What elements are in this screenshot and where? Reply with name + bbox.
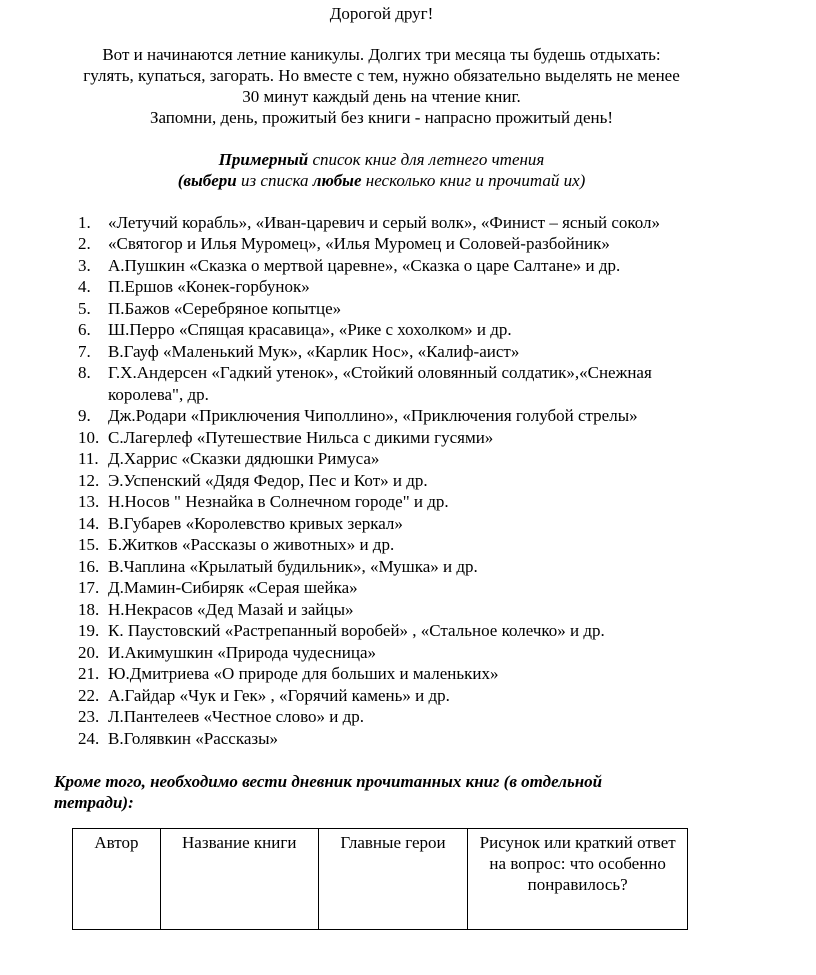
item-number: 8. — [78, 363, 91, 382]
table-header-title: Название книги — [160, 829, 318, 930]
list-item — [78, 620, 605, 641]
list-item — [78, 491, 449, 512]
item-number: 17. — [78, 578, 100, 597]
item-text: П.Бажов «Серебряное копытце» — [108, 299, 342, 318]
item-number: 20. — [78, 643, 100, 662]
item-text: Н.Носов " Незнайка в Солнечном городе" и др. — [108, 492, 449, 511]
list-title-rest: список книг для летнего чтения — [308, 150, 545, 169]
item-text: Ш.Перро «Спящая красавица», «Рике с хохолком» и др. — [108, 320, 512, 339]
table-header-drawing: Рисунок или краткий ответ на вопрос: что особенно понравилось? — [468, 829, 688, 930]
item-number: 23. — [78, 707, 100, 726]
item-number: 10. — [78, 428, 100, 447]
item-text: Ю.Дмитриева «О природе для больших и маленьких» — [108, 664, 499, 683]
list-item — [78, 405, 638, 426]
item-number: 6. — [78, 320, 91, 339]
list-item — [78, 255, 620, 276]
list-item — [78, 341, 519, 362]
item-number: 19. — [78, 621, 100, 640]
table-header-author: Автор — [73, 829, 161, 930]
list-item — [78, 556, 478, 577]
list-item — [78, 212, 660, 233]
item-number: 3. — [78, 256, 91, 275]
item-text: «Святогор и Илья Муромец», «Илья Муромец и Соловей-разбойник» — [108, 234, 610, 253]
list-item — [78, 362, 652, 383]
item-number: 24. — [78, 729, 100, 748]
table-header-row — [73, 829, 688, 930]
list-item — [78, 298, 341, 319]
item-number: 1. — [78, 213, 91, 232]
list-item — [78, 577, 358, 598]
list-item — [78, 319, 512, 340]
item-text: Г.Х.Андерсен «Гадкий утенок», «Стойкий оловянный солдатик»,«Снежная — [108, 363, 652, 382]
item-number: 16. — [78, 557, 100, 576]
item-text: «Летучий корабль», «Иван-царевич и серый волк», «Финист – ясный сокол» — [108, 213, 661, 232]
item-text: В.Чаплина «Крылатый будильник», «Мушка» и др. — [108, 557, 478, 576]
list-item — [78, 685, 450, 706]
list-item — [78, 642, 376, 663]
item-text: Л.Пантелеев «Честное слово» и др. — [108, 707, 365, 726]
diary-table — [72, 828, 688, 930]
item-number: 14. — [78, 514, 100, 533]
list-item — [78, 276, 310, 297]
item-number: 5. — [78, 299, 91, 318]
item-text: П.Ершов «Конек-горбунок» — [108, 277, 310, 296]
item-text: А.Гайдар «Чук и Гек» , «Горячий камень» и др. — [108, 686, 450, 705]
item-text: С.Лагерлеф «Путешествие Нильса с дикими гусями» — [108, 428, 494, 447]
item-number: 21. — [78, 664, 100, 683]
list-title-bold: Примерный — [218, 150, 309, 169]
item-text: Д.Харрис «Сказки дядюшки Римуса» — [108, 449, 380, 468]
diary-note-line-1: Кроме того, необходимо вести дневник прочитанных книг (в отдельной — [54, 772, 603, 791]
list-instruction — [0, 170, 763, 191]
table-header-characters: Главные герои — [318, 829, 468, 930]
greeting: Дорогой друг! — [329, 4, 434, 23]
instruction-bold-2: любые — [312, 171, 362, 190]
item-text: Д.Мамин-Сибиряк «Серая шейка» — [108, 578, 358, 597]
item-number: 18. — [78, 600, 100, 619]
list-item — [78, 706, 364, 727]
instruction-open: ( — [177, 171, 184, 190]
item-number: 11. — [78, 449, 99, 468]
item-text: Н.Некрасов «Дед Мазай и зайцы» — [108, 600, 354, 619]
intro-line-2: гулять, купаться, загорать. Но вместе с тем, нужно обязательно выделять не менее — [83, 66, 680, 85]
list-item — [78, 470, 428, 491]
list-item — [78, 427, 493, 448]
list-title — [0, 149, 763, 170]
intro-line-1: Вот и начинаются летние каникулы. Долгих три месяца ты будешь отдыхать: — [102, 45, 661, 64]
list-item — [78, 599, 354, 620]
item-text: Б.Житков «Рассказы о животных» и др. — [108, 535, 395, 554]
item-text: Э.Успенский «Дядя Федор, Пес и Кот» и др. — [108, 471, 428, 490]
item-number: 13. — [78, 492, 100, 511]
list-item — [78, 663, 498, 684]
item-number: 22. — [78, 686, 100, 705]
list-item — [78, 728, 278, 749]
list-item — [78, 448, 379, 469]
item-number: 15. — [78, 535, 100, 554]
item-text: К. Паустовский «Растрепанный воробей» , «Стальное колечко» и др. — [108, 621, 605, 640]
item-number: 9. — [78, 406, 91, 425]
item-text: В.Губарев «Королевство кривых зеркал» — [108, 514, 403, 533]
instruction-mid-1: из списка — [236, 171, 313, 190]
list-item-continuation: королева", др. — [108, 385, 209, 404]
item-number: 4. — [78, 277, 91, 296]
list-item — [78, 534, 394, 555]
item-number: 2. — [78, 234, 91, 253]
intro-line-4: Запомни, день, прожитый без книги - напрасно прожитый день! — [149, 108, 614, 127]
item-text: В.Голявкин «Рассказы» — [108, 729, 279, 748]
list-item — [78, 233, 610, 254]
instruction-mid-2: несколько книг и прочитай их) — [361, 171, 586, 190]
item-number: 12. — [78, 471, 100, 490]
item-text: В.Гауф «Маленький Мук», «Карлик Нос», «Калиф-аист» — [108, 342, 520, 361]
intro-line-3: 30 минут каждый день на чтение книг. — [242, 87, 521, 106]
instruction-bold-1: выбери — [183, 171, 237, 190]
item-number: 7. — [78, 342, 91, 361]
list-item — [78, 513, 403, 534]
item-text: И.Акимушкин «Природа чудесница» — [108, 643, 377, 662]
item-text: Дж.Родари «Приключения Чиполлино», «Приключения голубой стрелы» — [108, 406, 638, 425]
item-text: А.Пушкин «Сказка о мертвой царевне», «Сказка о царе Салтане» и др. — [108, 256, 621, 275]
diary-note-line-2: тетради): — [54, 793, 134, 812]
